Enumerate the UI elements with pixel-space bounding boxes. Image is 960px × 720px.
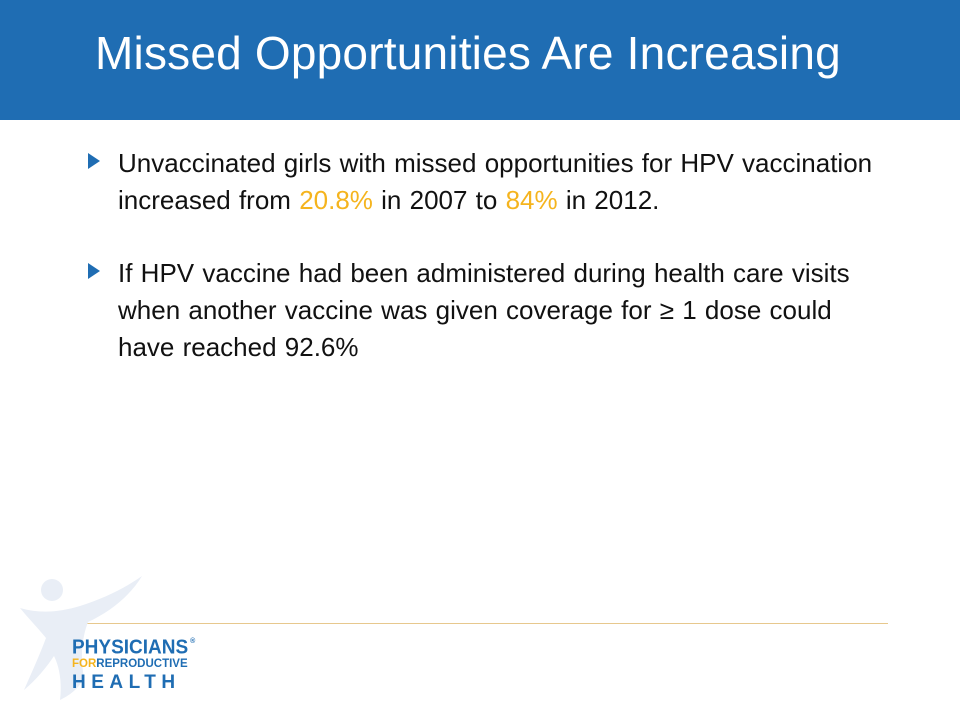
bullet-text-part: Unvaccinated girls with missed opportunities for HPV vaccination increased from: [118, 148, 873, 215]
registered-mark: ®: [190, 637, 196, 645]
triangle-right-icon: [88, 153, 100, 169]
bullet-text-part: in 2007 to: [372, 185, 506, 215]
bullet-text-part: in 2012.: [557, 185, 660, 215]
logo-text-for-reproductive: FORREPRODUCTIVE: [72, 658, 188, 670]
bullet-list: [88, 145, 878, 366]
highlight-value-2012: 84%: [505, 185, 558, 215]
triangle-right-icon: [88, 263, 100, 279]
highlight-value-2007: 20.8%: [299, 185, 373, 215]
bullet-item-missed-opportunities: [88, 145, 878, 219]
footer-divider: [70, 623, 888, 624]
logo-text-health: HEALTH: [72, 671, 181, 693]
bullet-text: If HPV vaccine had been administered during health care visits when another vaccine was given coverage for ≥ 1 dose could have reached 92.6%: [118, 258, 850, 362]
logo-text-physicians: PHYSICIANS ®: [72, 636, 196, 659]
slide-header: [0, 0, 960, 120]
physicians-for-reproductive-health-logo: [72, 638, 195, 692]
slide-title: Missed Opportunities Are Increasing: [95, 27, 841, 79]
bullet-item-coverage: [88, 255, 878, 366]
